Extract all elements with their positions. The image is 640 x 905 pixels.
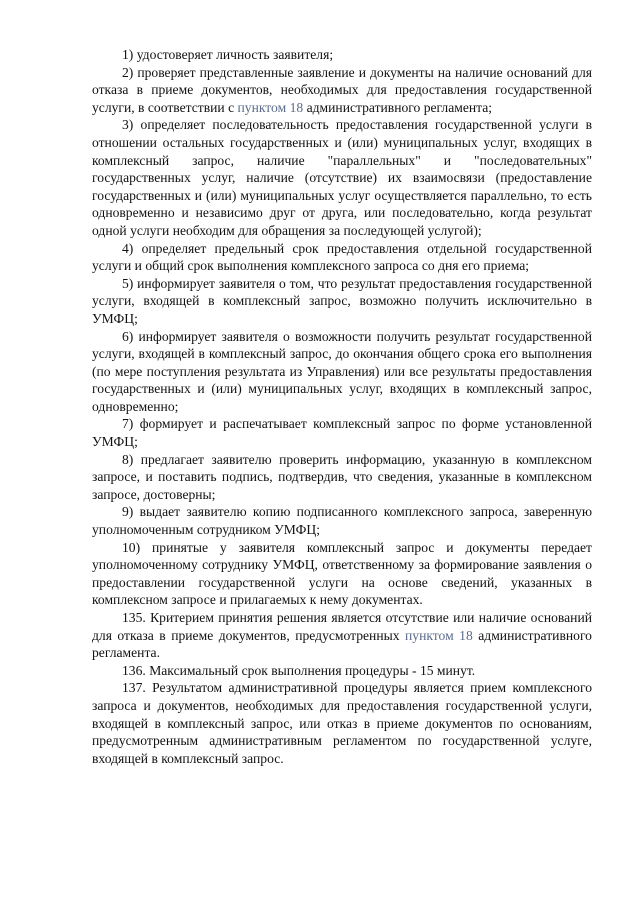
paragraph-item-6 [92,328,592,416]
paragraph-item-10 [92,539,592,609]
paragraph-text: 137. Результатом административной процедуры является прием комплексного запроса и документов, необходимых для предоставления государственной услуги, входящей в комплексный запрос, или отказ в приеме документов по основаниям, предусмотренным административным регламентом по государственной услуге, входящей в комплексный запрос. [92,680,592,766]
paragraph-item-8 [92,451,592,504]
clause-18-link[interactable]: пунктом 18 [405,627,473,643]
paragraph-text: 1) удостоверяет личность заявителя; [122,47,334,62]
paragraph-item-1 [92,46,592,64]
paragraph-item-7 [92,415,592,450]
paragraph-text: 10) принятые у заявителя комплексный запрос и документы передает уполномоченному сотруднику УМФЦ, ответственному за формирование заявления о предоставлении государственной услуги на основе сведений, указанных в комплексном запросе и прилагаемых к нему документах. [92,539,592,608]
paragraph-text: 5) информирует заявителя о том, что результат предоставления государственной услуги, входящей в комплексный запрос, возможно получить исключительно в УМФЦ; [92,275,592,326]
paragraph-136 [92,662,592,680]
paragraph-item-5 [92,275,592,328]
paragraph-text: 9) выдает заявителю копию подписанного комплексного запроса, заверенную уполномоченным сотрудником УМФЦ; [92,504,592,538]
paragraph-text-tail: административного регламента; [303,99,493,115]
paragraph-text: 136. Максимальный срок выполнения процедуры - 15 минут. [122,662,476,678]
paragraph-text: 2) проверяет представленные заявление и документы на наличие оснований для отказа в приеме документов, необходимых для предоставления государственной услуги, в соответствии с [92,64,592,115]
paragraph-137 [92,679,592,767]
paragraph-text: 8) предлагает заявителю проверить информацию, указанную в комплексном запросе, и поставить подпись, подтвердив, что сведения, указанные в комплексном запросе, достоверны; [92,451,592,502]
paragraph-item-9 [92,503,592,538]
paragraph-text-tail: административного регламента. [92,627,592,661]
paragraph-text: 135. Критерием принятия решения является отсутствие или наличие оснований для отказа в приеме документов, предусмотренных [92,610,592,643]
paragraph-item-3 [92,116,592,239]
document-body [92,46,592,767]
clause-18-link[interactable]: пунктом 18 [237,99,304,115]
paragraph-text: 4) определяет предельный срок предоставления отдельной государственной услуги и общий срок выполнения комплексного запроса со дня его приема; [92,240,592,274]
paragraph-text: 6) информирует заявителя о возможности получить результат государственной услуги, входящей в комплексный запрос, до окончания общего срока его выполнения (по мере поступления результата из Управления) или все результаты предоставления государственных и (или) муниципальных услуг, входящих в комплексный запрос, одновременно; [92,328,592,414]
paragraph-text: 3) определяет последовательность предоставления государственной услуги в отношении остальных государственных и (или) муниципальных услуг, входящих в комплексный запрос, наличие "параллельных" и "последовательных" государственных услуг, наличие (отсутствие) их взаимосвязи (предоставление государственных и (или) муниципальных услуг осуществляется параллельно, то есть одновременно и независимо друг от друга, или последовательно, когда результат одной услуги необходим для обращения за последующей услугой); [92,117,592,238]
paragraph-135 [92,609,592,662]
paragraph-text: 7) формирует и распечатывает комплексный запрос по форме установленной УМФЦ; [92,416,592,450]
paragraph-item-2 [92,64,592,117]
paragraph-item-4 [92,240,592,275]
